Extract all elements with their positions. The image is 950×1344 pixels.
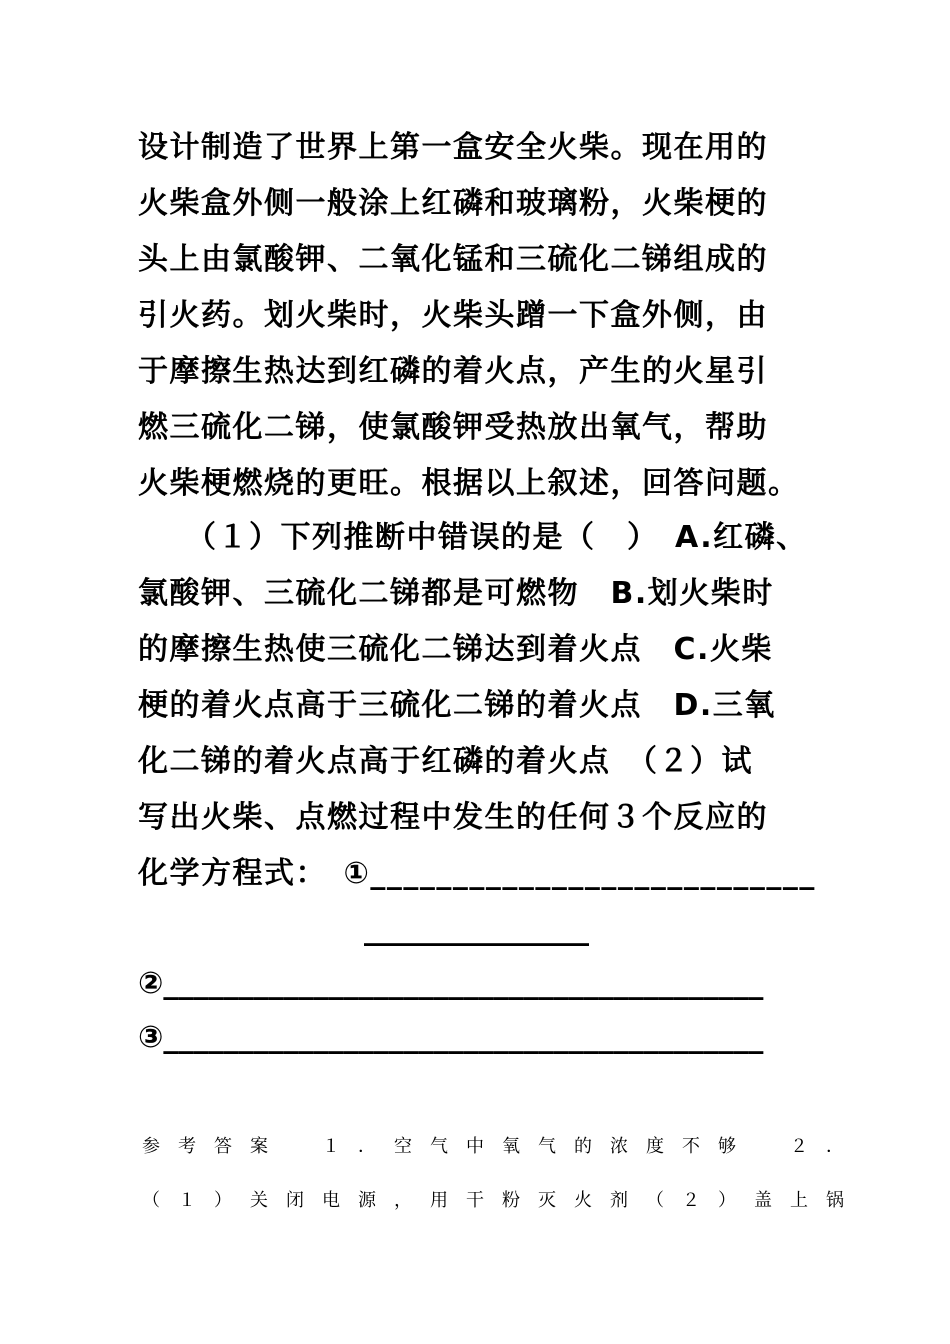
answer-line-1: 参考答案 １．空气中氧气的浓度不够 ２． [142,1136,862,1157]
question-line-1: 氯酸钾、三硫化二锑都是可燃物 B.划火柴时 [138,576,774,611]
blank-3: ③________________________________________ [138,1020,764,1055]
question-line-2: 的摩擦生热使三硫化二锑达到着火点 C.火柴 [138,632,773,667]
question-line-6: 化学方程式： ①___________________________ [138,856,816,891]
text-line-5: 于摩擦生热达到红磷的着火点，产生的火星引 [138,354,768,389]
question-line-5: 写出火柴、点燃过程中发生的任何３个反应的 [138,800,768,835]
text-line-7: 火柴梗燃烧的更旺。根据以上叙述，回答问题。 [138,466,800,501]
text-line-1: 设计制造了世界上第一盒安全火柴。现在用的 [138,130,768,165]
question-1-intro: （１）下列推断中错误的是（ ） A.红磷、 [186,520,808,555]
blank-2: ②________________________________________ [138,966,764,1001]
question-line-4: 化二锑的着火点高于红磷的着火点 （２）试 [138,744,753,779]
answer-line-2: （１）关闭电源，用干粉灭火剂（２）盖上锅 [142,1190,862,1211]
text-line-4: 引火药。划火柴时，火柴头蹭一下盒外侧，由 [138,298,768,333]
blank-continuation: _______________ [364,912,589,947]
text-line-6: 燃三硫化二锑，使氯酸钾受热放出氧气，帮助 [138,410,768,445]
text-line-3: 头上由氯酸钾、二氧化锰和三硫化二锑组成的 [138,242,768,277]
question-line-3: 梗的着火点高于三硫化二锑的着火点 D.三氧 [138,688,776,723]
text-line-2: 火柴盒外侧一般涂上红磷和玻璃粉，火柴梗的 [138,186,768,221]
